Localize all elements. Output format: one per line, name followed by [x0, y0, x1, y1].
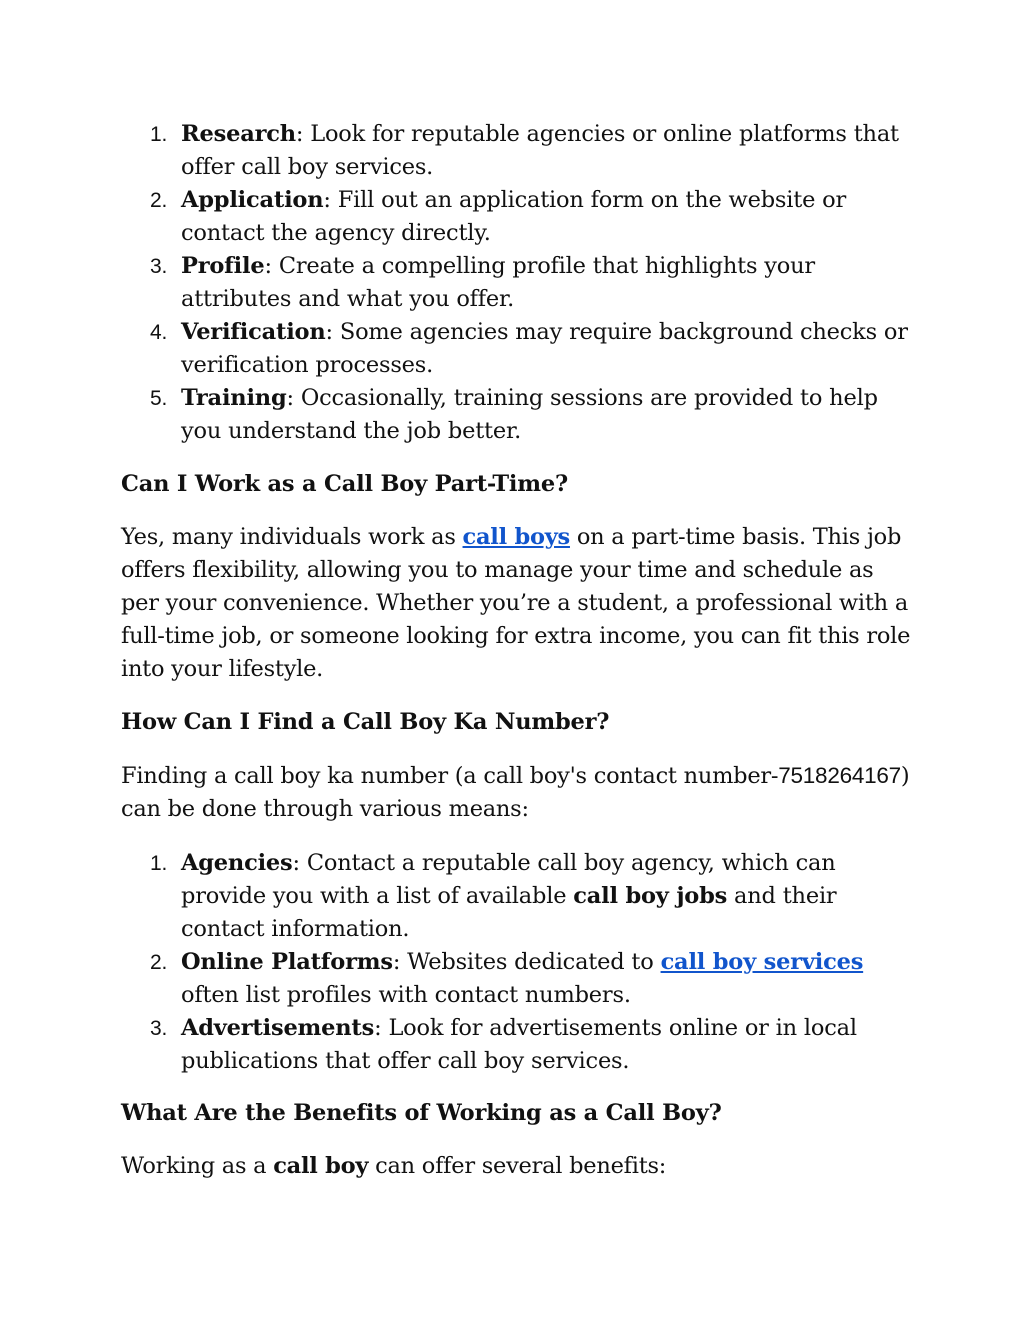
list-text: : Some agencies may require background checks or verification processes.	[181, 319, 908, 378]
list-term: Research	[181, 121, 296, 147]
list-number: 2.	[150, 951, 168, 974]
list-item	[121, 184, 911, 250]
list-number: 4.	[150, 321, 168, 344]
paragraph-text: can offer several benefits:	[368, 1153, 667, 1179]
paragraph-text: Finding a call boy ka number (a call boy's contact number-	[121, 763, 779, 789]
list-text: : Look for reputable agencies or online platforms that offer call boy services.	[181, 121, 899, 180]
document-page	[121, 118, 911, 1183]
list-number: 3.	[150, 1017, 168, 1040]
list-text: : Fill out an application form on the website or contact the agency directly.	[181, 187, 847, 246]
list-text: : Occasionally, training sessions are provided to help you understand the job better.	[181, 385, 878, 444]
paragraph	[121, 759, 911, 826]
paragraph-text: ) can be done through various means:	[121, 763, 910, 822]
section-heading: How Can I Find a Call Boy Ka Number?	[121, 709, 610, 735]
steps-list	[121, 118, 911, 448]
list-item	[121, 382, 911, 448]
list-text: : Websites dedicated to	[392, 949, 661, 975]
list-number: 1.	[150, 123, 168, 146]
list-item	[121, 316, 911, 382]
list-text: : Create a compelling profile that highlights your attributes and what you offer.	[181, 253, 815, 312]
list-number: 1.	[150, 852, 168, 875]
call-boys-link[interactable]: call boys	[462, 524, 570, 550]
call-boy-services-link[interactable]: call boy services	[660, 949, 864, 975]
list-item	[121, 118, 911, 184]
paragraph-text: Yes, many individuals work as	[121, 524, 463, 550]
list-text: and their contact information.	[181, 883, 837, 942]
list-text: often list profiles with contact numbers.	[181, 982, 631, 1008]
list-term: Training	[181, 385, 287, 411]
list-number: 3.	[150, 255, 168, 278]
bold-phrase: call boy jobs	[573, 883, 728, 909]
list-item	[121, 946, 911, 1012]
list-term: Verification	[181, 319, 326, 345]
list-item	[121, 847, 911, 946]
section-heading: What Are the Benefits of Working as a Call Boy?	[121, 1100, 722, 1126]
list-term: Advertisements	[181, 1015, 375, 1041]
list-text: : Look for advertisements online or in local publications that offer call boy services.	[181, 1015, 857, 1074]
section-heading: Can I Work as a Call Boy Part-Time?	[121, 471, 568, 497]
phone-number: 7518264167	[778, 763, 901, 788]
list-term: Agencies	[181, 850, 293, 876]
list-number: 5.	[150, 387, 168, 410]
list-item	[121, 1012, 911, 1078]
list-term: Profile	[181, 253, 265, 279]
paragraph-text: Working as a	[121, 1153, 274, 1179]
list-text: : Contact a reputable call boy agency, which can provide you with a list of available	[181, 850, 836, 909]
bold-phrase: call boy	[273, 1153, 369, 1179]
paragraph-text: on a part-time basis. This job offers flexibility, allowing you to manage your time and schedule as per your convenience. Whether you’re a student, a professional with a full-time job, or someone looking for extra income, you can fit this role into your lifestyle.	[121, 524, 911, 682]
list-term: Online Platforms	[181, 949, 393, 975]
paragraph	[121, 1150, 911, 1183]
list-term: Application	[181, 187, 324, 213]
means-list	[121, 847, 911, 1078]
list-item	[121, 250, 911, 316]
list-number: 2.	[150, 189, 168, 212]
paragraph	[121, 521, 911, 686]
